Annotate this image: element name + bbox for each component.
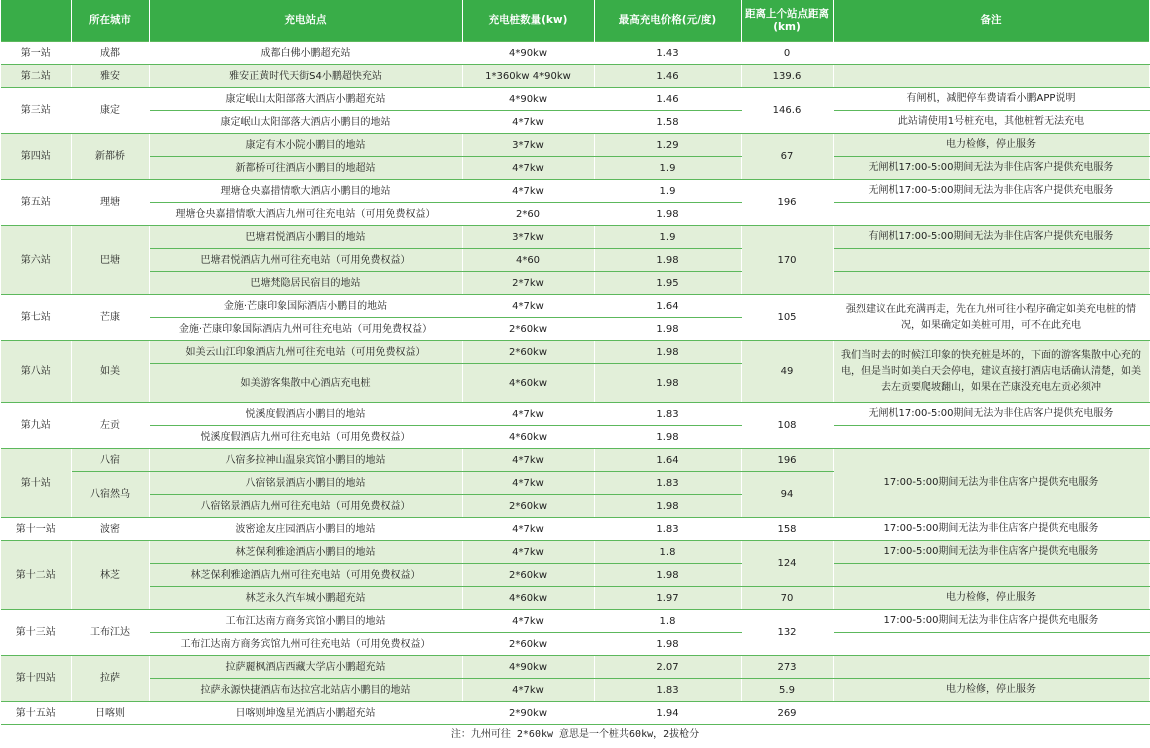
table-row [1,564,1149,587]
distance-cell: 5.9 [741,679,833,702]
stop-label: 第十四站 [1,656,71,702]
remark-cell [833,203,1149,226]
table-row [1,88,1149,111]
station-cell: 拉萨永源快捷酒店布达拉宫北站店小鹏目的地站 [149,679,462,702]
footnote: 注：九州可往 2*60kw 意思是一个桩共60kw，2拔枪分 [1,725,1149,744]
station-cell: 波密途友庄园酒店小鹏目的地站 [149,518,462,541]
table-row [1,295,1149,318]
city-cell: 波密 [71,518,149,541]
station-cell: 如美云山江印象酒店九州可往充电站（可用免费权益） [149,341,462,364]
distance-cell: 269 [741,702,833,725]
table-row [1,65,1149,88]
stop-label: 第十一站 [1,518,71,541]
remark-cell [833,564,1149,587]
stop-label: 第二站 [1,65,71,88]
city-cell: 日喀则 [71,702,149,725]
count-cell: 1*360kw 4*90kw [462,65,594,88]
stop-label: 第三站 [1,88,71,134]
city-cell: 理塘 [71,180,149,226]
station-cell: 如美游客集散中心酒店充电桩 [149,364,462,403]
header-stop [1,0,71,42]
header-price: 最高充电价格(元/度) [594,0,741,42]
distance-cell: 158 [741,518,833,541]
distance-cell: 94 [741,472,833,518]
remark-cell: 17:00-5:00期间无法为非住店客户提供充电服务 [833,610,1149,633]
price-cell: 1.97 [594,587,741,610]
remark-cell: 此站请使用1号桩充电，其他桩暂无法充电 [833,111,1149,134]
city-cell: 新都桥 [71,134,149,180]
station-cell: 日喀则坤逸星光酒店小鹏超充站 [149,702,462,725]
station-cell: 林芝保利雅途酒店九州可往充电站（可用免费权益） [149,564,462,587]
header-remark: 备注 [833,0,1149,42]
count-cell: 4*7kw [462,157,594,180]
stop-label: 第十五站 [1,702,71,725]
remark-cell [833,633,1149,656]
table-row [1,249,1149,272]
city-cell: 八宿然乌 [71,472,149,518]
station-cell: 理塘仓央嘉措情歌大酒店九州可往充电站（可用免费权益） [149,203,462,226]
distance-cell: 170 [741,226,833,295]
table-row [1,272,1149,295]
remark-cell [833,272,1149,295]
count-cell: 4*7kw [462,403,594,426]
stop-label: 第五站 [1,180,71,226]
city-cell: 左贡 [71,403,149,449]
table-row [1,587,1149,610]
price-cell: 1.95 [594,272,741,295]
city-cell: 拉萨 [71,656,149,702]
stop-label: 第十站 [1,449,71,518]
remark-cell: 无闸机17:00-5:00期间无法为非住店客户提供充电服务 [833,180,1149,203]
count-cell: 4*90kw [462,656,594,679]
table-row [1,134,1149,157]
distance-cell: 108 [741,403,833,449]
station-cell: 康定岷山太阳部落大酒店小鹏超充站 [149,88,462,111]
footnote-row [1,725,1149,744]
count-cell: 3*7kw [462,134,594,157]
distance-cell: 132 [741,610,833,656]
price-cell: 1.8 [594,610,741,633]
city-cell: 雅安 [71,65,149,88]
station-cell: 雅安正黄时代天街S4小鹏超快充站 [149,65,462,88]
station-cell: 金施·芒康印象国际酒店小鹏目的地站 [149,295,462,318]
table-row [1,449,1149,472]
price-cell: 1.98 [594,633,741,656]
station-cell: 工布江达南方商务宾馆九州可往充电站（可用免费权益） [149,633,462,656]
charging-stations-table [1,0,1150,743]
station-cell: 悦溪度假酒店九州可往充电站（可用免费权益） [149,426,462,449]
count-cell: 4*7kw [462,111,594,134]
remark-cell: 电力检修，停止服务 [833,134,1149,157]
remark-cell [833,702,1149,725]
price-cell: 1.46 [594,88,741,111]
station-cell: 巴塘君悦酒店九州可往充电站（可用免费权益） [149,249,462,272]
price-cell: 1.98 [594,564,741,587]
station-cell: 成都白佛小鹏超充站 [149,42,462,65]
table-row [1,180,1149,203]
table-row [1,157,1149,180]
station-cell: 巴塘梵隐居民宿目的地站 [149,272,462,295]
station-cell: 康定有木小院小鹏目的地站 [149,134,462,157]
station-cell: 八宿铭景酒店小鹏目的地站 [149,472,462,495]
distance-cell: 49 [741,341,833,403]
price-cell: 1.43 [594,42,741,65]
count-cell: 4*90kw [462,42,594,65]
remark-cell: 强烈建议在此充满再走，先在九州可往小程序确定如美充电桩的情况，如果确定如美桩可用，可不在此充电 [833,295,1149,341]
count-cell: 4*60kw [462,364,594,403]
distance-cell: 67 [741,134,833,180]
count-cell: 4*7kw [462,679,594,702]
remark-cell: 电力检修，停止服务 [833,587,1149,610]
remark-cell: 我们当时去的时候江印象的快充桩是坏的，下面的游客集散中心充的电，但是当时如美白天会停电，建议直接打酒店电话确认清楚，如美去左贡要爬坡翻山，如果在芒康没充电左贡必须冲 [833,341,1149,403]
stop-label: 第七站 [1,295,71,341]
stop-label: 第十二站 [1,541,71,610]
price-cell: 1.83 [594,472,741,495]
header-distance: 距离上个站点距离(km) [741,0,833,42]
price-cell: 1.83 [594,679,741,702]
station-cell: 八宿铭景酒店九州可往充电站（可用免费权益） [149,495,462,518]
city-cell: 成都 [71,42,149,65]
stop-label: 第十三站 [1,610,71,656]
price-cell: 1.98 [594,495,741,518]
price-cell: 1.98 [594,249,741,272]
distance-cell: 124 [741,541,833,587]
table-row [1,610,1149,633]
distance-cell: 273 [741,656,833,679]
price-cell: 1.29 [594,134,741,157]
remark-cell [833,656,1149,679]
count-cell: 4*7kw [462,295,594,318]
table-row [1,403,1149,426]
table-row [1,541,1149,564]
count-cell: 2*60 [462,203,594,226]
table-row [1,518,1149,541]
remark-cell: 无闸机17:00-5:00期间无法为非住店客户提供充电服务 [833,157,1149,180]
price-cell: 1.9 [594,226,741,249]
price-cell: 2.07 [594,656,741,679]
price-cell: 1.64 [594,449,741,472]
remark-cell [833,42,1149,65]
distance-cell: 105 [741,295,833,341]
distance-cell: 196 [741,449,833,472]
table-row [1,226,1149,249]
station-cell: 林芝保利雅途酒店小鹏目的地站 [149,541,462,564]
price-cell: 1.83 [594,403,741,426]
distance-cell: 146.6 [741,88,833,134]
price-cell: 1.98 [594,318,741,341]
header-count: 充电桩数量(kw) [462,0,594,42]
price-cell: 1.98 [594,203,741,226]
station-cell: 理塘仓央嘉措情歌大酒店小鹏目的地站 [149,180,462,203]
count-cell: 2*60kw [462,495,594,518]
station-cell: 林芝永久汽车城小鹏超充站 [149,587,462,610]
distance-cell: 70 [741,587,833,610]
stop-label: 第九站 [1,403,71,449]
station-cell: 康定岷山太阳部落大酒店小鹏目的地站 [149,111,462,134]
station-cell: 八宿多拉神山温泉宾馆小鹏目的地站 [149,449,462,472]
table-row [1,656,1149,679]
station-cell: 工布江达南方商务宾馆小鹏目的地站 [149,610,462,633]
price-cell: 1.98 [594,341,741,364]
count-cell: 2*60kw [462,318,594,341]
price-cell: 1.98 [594,364,741,403]
price-cell: 1.83 [594,518,741,541]
table-row [1,203,1149,226]
remark-cell [833,65,1149,88]
station-cell: 巴塘君悦酒店小鹏目的地站 [149,226,462,249]
count-cell: 4*7kw [462,541,594,564]
stop-label: 第一站 [1,42,71,65]
table-row [1,341,1149,364]
distance-cell: 196 [741,180,833,226]
count-cell: 2*90kw [462,702,594,725]
count-cell: 3*7kw [462,226,594,249]
station-cell: 拉萨麗枫酒店西藏大学店小鹏超充站 [149,656,462,679]
remark-cell [833,249,1149,272]
table-row [1,42,1149,65]
count-cell: 4*7kw [462,449,594,472]
count-cell: 2*60kw [462,341,594,364]
header-city: 所在城市 [71,0,149,42]
city-cell: 芒康 [71,295,149,341]
remark-cell: 17:00-5:00期间无法为非住店客户提供充电服务 [833,449,1149,518]
city-cell: 工布江达 [71,610,149,656]
city-cell: 林芝 [71,541,149,610]
count-cell: 4*60kw [462,426,594,449]
count-cell: 2*60kw [462,564,594,587]
price-cell: 1.94 [594,702,741,725]
stop-label: 第六站 [1,226,71,295]
remark-cell: 有闸机17:00-5:00期间无法为非住店客户提供充电服务 [833,226,1149,249]
distance-cell: 0 [741,42,833,65]
remark-cell: 无闸机17:00-5:00期间无法为非住店客户提供充电服务 [833,403,1149,426]
remark-cell: 17:00-5:00期间无法为非住店客户提供充电服务 [833,541,1149,564]
table-row [1,633,1149,656]
remark-cell [833,426,1149,449]
table-row [1,702,1149,725]
distance-cell: 139.6 [741,65,833,88]
price-cell: 1.9 [594,157,741,180]
city-cell: 如美 [71,341,149,403]
count-cell: 4*7kw [462,472,594,495]
city-cell: 巴塘 [71,226,149,295]
count-cell: 4*7kw [462,610,594,633]
price-cell: 1.98 [594,426,741,449]
price-cell: 1.9 [594,180,741,203]
table-row [1,679,1149,702]
city-cell: 康定 [71,88,149,134]
stop-label: 第八站 [1,341,71,403]
remark-cell: 有闸机，减肥停车费请看小鹏APP说明 [833,88,1149,111]
table-row [1,111,1149,134]
price-cell: 1.46 [594,65,741,88]
count-cell: 4*7kw [462,518,594,541]
station-cell: 悦溪度假酒店小鹏目的地站 [149,403,462,426]
stop-label: 第四站 [1,134,71,180]
price-cell: 1.64 [594,295,741,318]
count-cell: 2*60kw [462,633,594,656]
price-cell: 1.8 [594,541,741,564]
table-row [1,426,1149,449]
remark-cell: 17:00-5:00期间无法为非住店客户提供充电服务 [833,518,1149,541]
header-row [1,0,1149,42]
count-cell: 4*60 [462,249,594,272]
station-cell: 新都桥可往酒店小鹏目的地超站 [149,157,462,180]
header-station: 充电站点 [149,0,462,42]
count-cell: 2*7kw [462,272,594,295]
count-cell: 4*60kw [462,587,594,610]
station-cell: 金施·芒康印象国际酒店九州可往充电站（可用免费权益） [149,318,462,341]
count-cell: 4*7kw [462,180,594,203]
remark-cell: 电力检修，停止服务 [833,679,1149,702]
city-cell: 八宿 [71,449,149,472]
count-cell: 4*90kw [462,88,594,111]
price-cell: 1.58 [594,111,741,134]
